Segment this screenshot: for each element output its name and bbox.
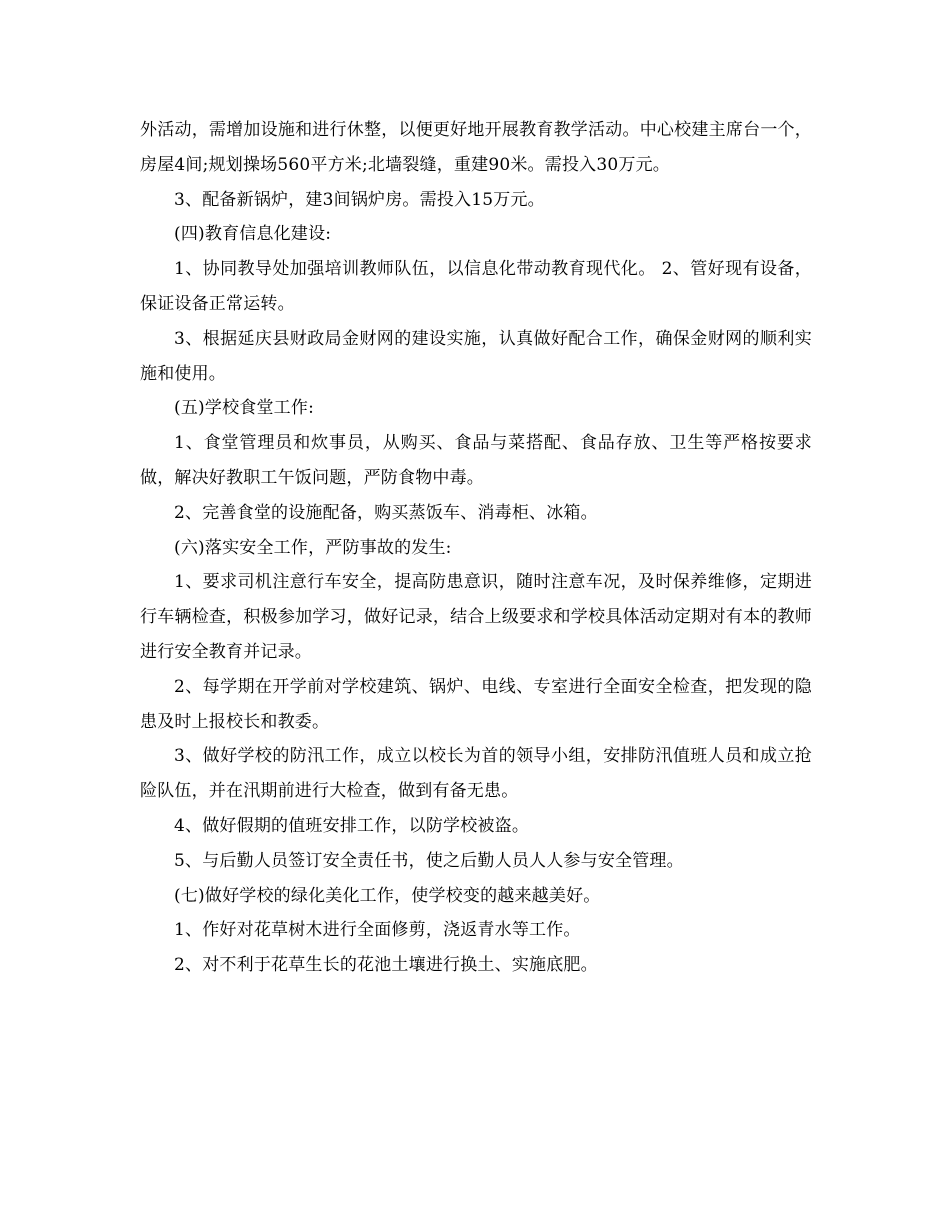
paragraph-continuation: 外活动，需增加设施和进行休整，以便更好地开展教育教学活动。中心校建主席台一个，房屋4间;规划操场560平方米;北墙裂缝，重建90米。需投入30万元。 bbox=[140, 120, 812, 175]
paragraph-item-building-inspection: 2、每学期在开学前对学校建筑、锅炉、电线、专室进行全面安全检查，把发现的隐患及时上报校长和教委。 bbox=[140, 676, 812, 732]
section-heading-canteen: (五)学校食堂工作: bbox=[174, 398, 314, 419]
document-body bbox=[140, 113, 812, 983]
paragraph-item-canteen-staff: 1、食堂管理员和炊事员，从购买、食品与菜搭配、食品存放、卫生等严格按要求做，解决好教职工午饭问题，严防食物中毒。 bbox=[140, 433, 812, 488]
paragraph-item-soil: 2、对不利于花草生长的花池土壤进行换土、实施底肥。 bbox=[174, 955, 598, 976]
section-heading-it-construction: (四)教育信息化建设: bbox=[174, 224, 332, 245]
paragraph-item-finance-network: 3、根据延庆县财政局金财网的建设实施，认真做好配合工作，确保金财网的顺利实施和使用。 bbox=[140, 328, 812, 384]
paragraph-item-pruning: 1、作好对花草树木进行全面修剪，浇返青水等工作。 bbox=[174, 920, 581, 941]
section-heading-greening: (七)做好学校的绿化美化工作，使学校变的越来越美好。 bbox=[174, 885, 601, 906]
paragraph-item-safety-responsibility: 5、与后勤人员签订安全责任书，使之后勤人员人人参与安全管理。 bbox=[174, 850, 684, 871]
paragraph-item-driver-safety: 1、要求司机注意行车安全，提高防患意识，随时注意车况，及时保养维修，定期进行车辆检查，积极参加学习，做好记录，结合上级要求和学校具体活动定期对有本的教师进行安全教育并记录。 bbox=[140, 572, 812, 662]
paragraph-item-canteen-equipment: 2、完善食堂的设施配备，购买蒸饭车、消毒柜、冰箱。 bbox=[174, 502, 598, 523]
section-heading-safety: (六)落实安全工作，严防事故的发生: bbox=[174, 537, 452, 558]
paragraph-item-flood-prevention: 3、做好学校的防汛工作，成立以校长为首的领导小组，安排防汛值班人员和成立抢险队伍，并在汛期前进行大检查，做到有备无患。 bbox=[140, 746, 812, 802]
paragraph-item-holiday-duty: 4、做好假期的值班安排工作，以防学校被盗。 bbox=[174, 815, 530, 836]
paragraph-item-teacher-training: 1、协同教导处加强培训教师队伍，以信息化带动教育现代化。 2、管好现有设备，保证设备正常运转。 bbox=[140, 259, 812, 314]
paragraph-item-boiler: 3、配备新锅炉，建3间锅炉房。需投入15万元。 bbox=[174, 189, 545, 210]
